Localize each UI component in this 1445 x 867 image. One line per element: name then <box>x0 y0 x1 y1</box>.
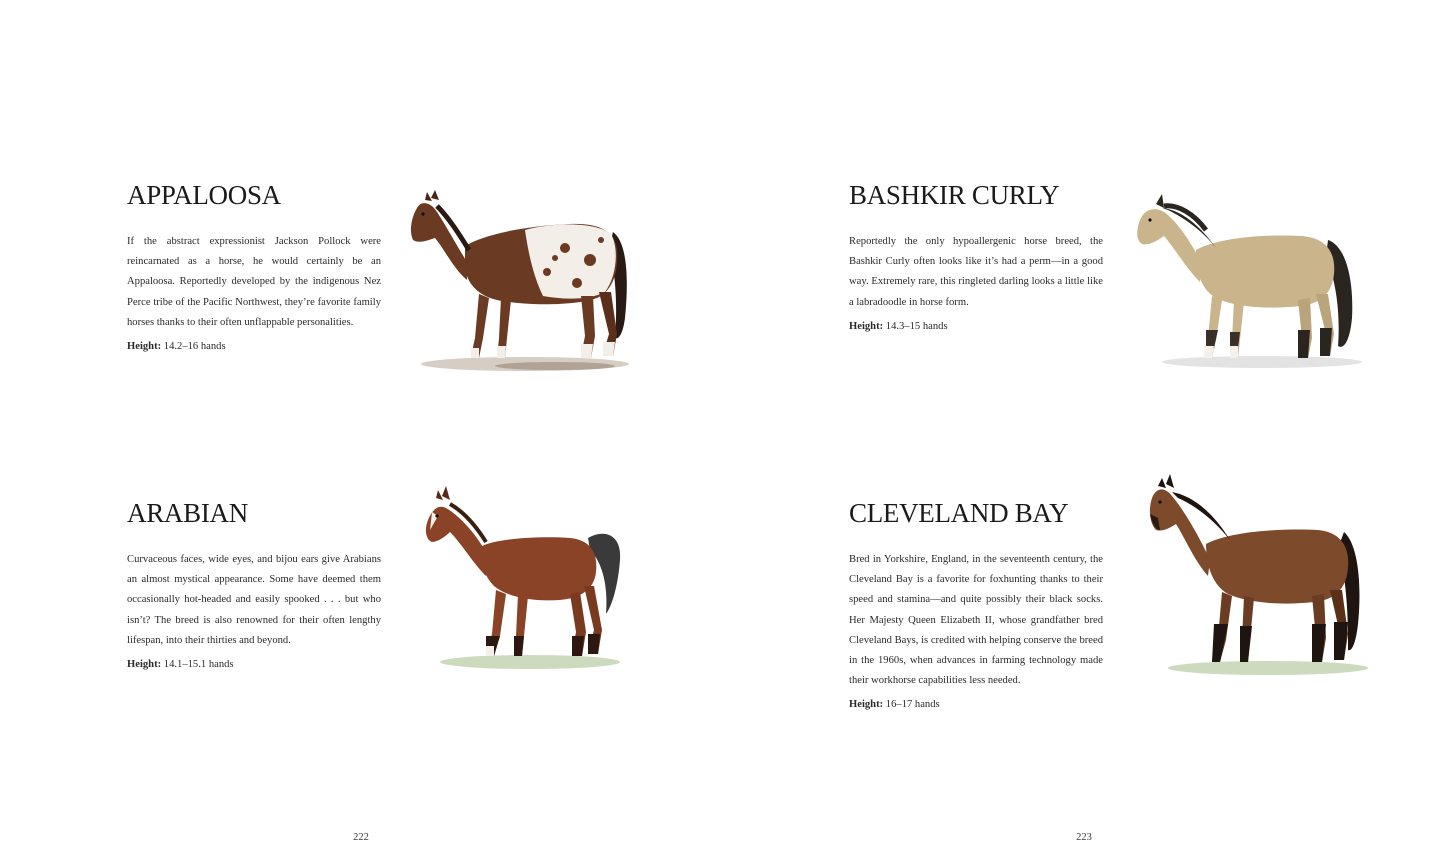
breed-title: APPALOOSA <box>127 180 281 210</box>
height-label: Height: <box>849 320 884 332</box>
arabian-horse-illustration <box>420 486 640 676</box>
breed-description: If the abstract expressionist Jackson Pollock were reincarnated as a horse, he would certainly be an Appaloosa. Reportedly developed by the indigenous Nez Perce tribe of the Pacific Northwest, they’re favorite family horses thanks to their often unflappable personalities. <box>127 236 381 328</box>
breed-height <box>127 337 381 357</box>
breed-title: CLEVELAND BAY <box>849 498 1069 528</box>
height-label: Height: <box>127 341 162 353</box>
entry-appaloosa <box>127 180 381 357</box>
height-value: 14.3–15 hands <box>885 320 948 332</box>
entry-cleveland-bay <box>849 498 1103 715</box>
right-page <box>723 0 1445 867</box>
breed-height <box>849 317 1103 337</box>
page-number: 223 <box>1076 832 1092 843</box>
breed-height <box>849 695 1103 715</box>
height-label: Height: <box>127 659 162 671</box>
height-value: 16–17 hands <box>885 699 940 711</box>
entry-bashkir-curly <box>849 180 1103 337</box>
page-number: 222 <box>353 832 369 843</box>
cleveland-bay-horse-illustration <box>1148 474 1378 684</box>
breed-title: BASHKIR CURLY <box>849 180 1060 210</box>
left-page <box>0 0 722 867</box>
breed-description: Curvaceous faces, wide eyes, and bijou ears give Arabians an almost mystical appearance. Some have deemed them occasionally hot-headed and easily spooked . . . but who isn’t? The breed is also renowned for their often lengthy lifespan, into their thirties and beyond. <box>127 554 381 646</box>
breed-description: Reportedly the only hypoallergenic horse breed, the Bashkir Curly often looks like it’s had a perm—in a good way. Extremely rare, this ringleted darling looks a little like a labradoodle in horse form. <box>849 236 1103 308</box>
breed-height <box>127 655 381 675</box>
breed-description: Bred in Yorkshire, England, in the seventeenth century, the Cleveland Bay is a favorite for foxhunting thanks to their speed and stamina—and quite possibly their black socks. Her Majesty Queen Elizabeth II, whose grandfather bred Cleveland Bays, is credited with helping conserve the breed in the 1960s, when advances in farming technology made their workhorse capabilities less needed. <box>849 554 1103 687</box>
appaloosa-horse-illustration <box>405 188 645 378</box>
height-value: 14.2–16 hands <box>163 341 226 353</box>
height-value: 14.1–15.1 hands <box>163 659 234 671</box>
bashkir-curly-horse-illustration <box>1132 190 1372 375</box>
breed-title: ARABIAN <box>127 498 248 528</box>
height-label: Height: <box>849 699 884 711</box>
entry-arabian <box>127 498 381 675</box>
